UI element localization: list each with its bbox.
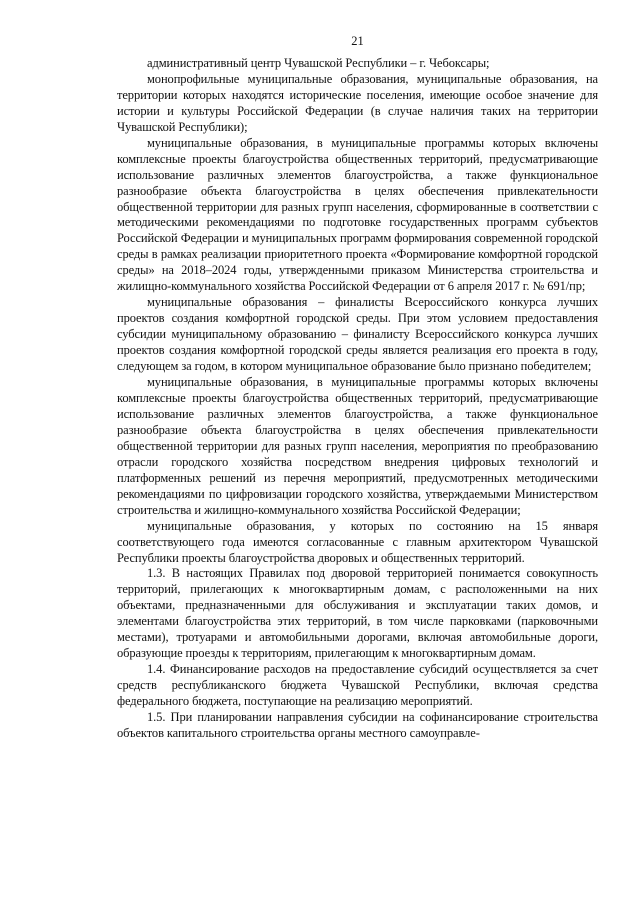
paragraph-2: монопрофильные муниципальные образования, муниципальные образования, на территории которых находятся исторические поселения, имеющие особое значение для истории и культуры Российской Федерации (в случае наличия таких на территории Чувашской Республики); [117, 71, 598, 134]
paragraph-3: муниципальные образования, в муниципальные программы которых включены комплексные проекты благоустройства общественных территорий, предусматривающие использование различных элементов благоустройства, а также функциональное разнообразие объекта благоустройства в целях обеспечения привлекательности общественной территории для разных групп населения, сформированные в соответствии с методическими рекомендациями по подготовке государственных программ субъектов Российской Федерации и муниципальных программ формирования современной городской среды в рамках реализации приоритетного проекта «Формирование комфортной городской среды» на 2018–2024 годы, утвержденными приказом Министерства строительства и жилищно-коммунального хозяйства Российской Федерации от 6 апреля 2017 г. № 691/пр; [117, 135, 598, 294]
paragraph-8: 1.4. Финансирование расходов на предоставление субсидий осуществляется за счет средств республиканского бюджета Чувашской Республики, включая средства федерального бюджета, поступающие на реализацию мероприятий. [117, 662, 598, 709]
paragraph-4: муниципальные образования – финалисты Всероссийского конкурса лучших проектов создания комфортной городской среды. При этом условием предоставления субсидии муниципальному образованию – финалисту Всероссийского конкурса лучших проектов создания комфортной городской среды является реализация его проекта в году, следующем за годом, в котором муниципальное образование было признано победителем; [117, 295, 598, 374]
paragraph-7: 1.3. В настоящих Правилах под дворовой территорией понимается совокупность территорий, прилегающих к многоквартирным домам, с расположенными на них объектами, предназначенными для обслуживания и эксплуатации таких домов, и элементами благоустройства этих территорий, в том числе парковками (парковочными местами), тротуарами и автомобильными дорогами, включая автомобильные дороги, образующие проезды к территориям, прилегающим к многоквартирным домам. [117, 566, 598, 661]
paragraph-6: муниципальные образования, у которых по состоянию на 15 января соответствующего года имеются согласованные с главным архитектором Чувашской Республики проекты благоустройства дворовых и общественных территорий. [117, 518, 598, 565]
paragraph-1: административный центр Чувашской Республики – г. Чебоксары; [147, 55, 490, 70]
page-number: 21 [351, 34, 364, 48]
paragraph-5: муниципальные образования, в муниципальные программы которых включены комплексные проекты благоустройства общественных территорий, предусматривающие использование различных элементов благоустройства, а также функциональное разнообразие объекта благоустройства в целях обеспечения привлекательности общественной территории для разных групп населения, мероприятия по преобразованию отрасли городского хозяйства посредством внедрения цифровых технологий и платформенных решений из перечня мероприятий, предусмотренных методическими рекомендациями по цифровизации городского хозяйства, утверждаемыми Министерством строительства и жилищно-коммунального хозяйства Российской Федерации; [117, 375, 598, 517]
paragraph-9: 1.5. При планировании направления субсидии на софинансирование строительства объектов капитального строительства органы местного самоуправле- [117, 710, 598, 740]
